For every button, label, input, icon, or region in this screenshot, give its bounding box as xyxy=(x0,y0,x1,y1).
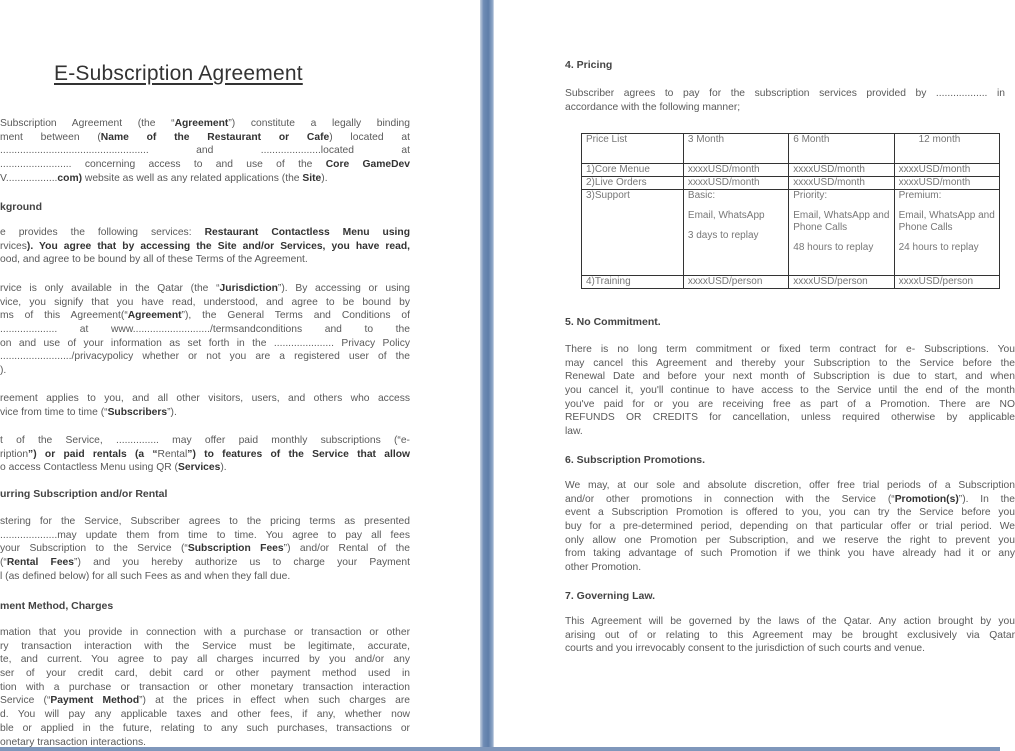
text-line xyxy=(0,323,410,337)
text-line xyxy=(0,570,410,584)
text-span: onetary transaction interactions. xyxy=(0,736,146,748)
cell-text: 3 days to replay xyxy=(687,230,759,241)
text-line xyxy=(0,296,410,310)
text-span: l (as defined below) for all such Fees as and when they fall due. xyxy=(0,570,291,582)
table-header-cell: Price List xyxy=(582,134,684,164)
text-line xyxy=(0,337,410,351)
table-header-cell: 6 Month xyxy=(789,134,894,164)
text-span: REFUNDS OR CREDITS for cancellation, unless required otherwise by applicable xyxy=(565,412,1015,424)
text-line xyxy=(0,722,410,736)
text-span: vice from time to time (“ xyxy=(0,406,108,418)
pricing-table xyxy=(581,133,1000,289)
text-line xyxy=(565,398,1015,412)
paragraph xyxy=(0,282,410,378)
table-cell: xxxxUSD/month xyxy=(894,164,999,177)
text-line xyxy=(565,629,1015,643)
text-span: ) located at xyxy=(329,131,410,143)
bold-text: Jurisdiction xyxy=(219,283,278,294)
text-span: reement applies to you, and all other visitors, users, and others who access xyxy=(0,393,410,404)
text-span: vice, you signify that you have read, understood, and agree to be bound by xyxy=(0,296,410,308)
text-span: ). xyxy=(321,172,328,184)
bold-text: Agreement xyxy=(174,118,229,129)
text-span: ment between ( xyxy=(0,131,101,143)
text-line xyxy=(0,253,410,267)
text-line xyxy=(0,529,410,543)
text-line xyxy=(0,406,410,420)
text-line xyxy=(0,144,410,158)
text-line xyxy=(565,425,1015,439)
text-line xyxy=(565,411,1015,425)
text-line xyxy=(0,448,410,462)
document-title: E-Subscription Agreement xyxy=(54,62,303,85)
text-line xyxy=(0,542,410,556)
text-span: ). xyxy=(220,462,227,474)
cell-text: Email, WhatsApp and Phone Calls xyxy=(793,210,890,233)
document-page-right xyxy=(494,0,1015,748)
text-line xyxy=(0,226,410,240)
text-span: ”) and you hereby authorize us to charge your Payment xyxy=(74,557,410,569)
table-cell xyxy=(894,190,999,276)
text-line xyxy=(0,653,410,667)
table-row xyxy=(582,164,1000,177)
text-line xyxy=(565,370,1015,384)
text-span: arising out of or relating to this Agreement may be brought exclusively via Qatar xyxy=(565,629,1015,641)
section-heading: 7. Governing Law. xyxy=(565,590,656,602)
text-span: you cancel it, you'll continue to have access to the Service until the end of the month xyxy=(565,385,1015,397)
text-span: d. You will pay any applicable taxes and other fees, if any, whether now xyxy=(0,709,410,721)
table-row xyxy=(582,190,1000,276)
table-header-row xyxy=(582,134,1000,164)
text-line xyxy=(0,240,410,254)
bold-text: Restaurant Contactless Menu using xyxy=(204,227,410,238)
text-span: o access Contactless Menu using QR ( xyxy=(0,462,178,474)
text-span: mation that you provide in connection with a purchase or transaction or other xyxy=(0,627,410,638)
text-line xyxy=(0,667,410,681)
text-line xyxy=(565,547,1015,561)
text-span: only allow one Promotion per Subscription, and we reserve the right to prevent you xyxy=(565,534,1015,546)
table-cell xyxy=(789,190,894,276)
table-cell: xxxxUSD/person xyxy=(894,276,999,289)
text-span: from taking advantage of such Promotion if we think you have already had it or any xyxy=(565,548,1015,560)
text-span: other Promotion. xyxy=(565,562,642,574)
text-span: ........................./privacypolicy whether or not you are a registered user of the xyxy=(0,351,410,363)
table-row xyxy=(582,177,1000,190)
text-line xyxy=(565,479,1015,493)
table-cell: xxxxUSD/month xyxy=(894,177,999,190)
row-label-cell: 4)Training xyxy=(582,276,684,289)
text-line xyxy=(0,309,410,323)
text-line xyxy=(565,615,1015,629)
cell-text: 24 hours to replay xyxy=(898,242,979,253)
table-cell: xxxxUSD/person xyxy=(683,276,788,289)
row-label-cell: 1)Core Menue xyxy=(582,164,684,177)
text-span: e provides the following services: xyxy=(0,227,205,238)
text-span: ”). xyxy=(167,406,177,418)
paragraph xyxy=(0,226,410,267)
text-span: ser of your credit card, debit card or other payment method used in xyxy=(0,668,410,680)
text-line xyxy=(0,158,410,172)
text-line xyxy=(565,642,1015,656)
text-line xyxy=(565,534,1015,548)
bold-text: Core GameDev xyxy=(325,159,410,171)
bold-text: ”) or paid rentals (a “ xyxy=(28,448,158,460)
text-line xyxy=(565,384,1015,398)
text-line xyxy=(0,694,410,708)
text-span: This Agreement will be governed by the laws of the Qatar. Any action brought by you xyxy=(565,616,1015,627)
paragraph xyxy=(565,615,1015,656)
text-span: ry transaction interaction with the Service must be legitimate, accurate, xyxy=(0,640,410,652)
text-line xyxy=(0,434,410,448)
table-header-cell: 12 month xyxy=(894,134,999,164)
text-line xyxy=(0,556,410,570)
text-span: ). xyxy=(0,365,7,377)
text-line xyxy=(0,515,410,529)
text-span: We may, at our sole and absolute discretion, offer free trial periods of a Subscription xyxy=(565,480,1015,491)
text-line xyxy=(0,392,410,406)
section-heading: kground xyxy=(0,201,42,213)
bold-text: Services xyxy=(177,462,221,474)
text-line xyxy=(0,350,410,364)
pricing-intro xyxy=(565,87,1005,114)
text-span: ”) constitute a legally binding xyxy=(228,118,410,129)
text-span: ......................... concerning access to and use of the xyxy=(0,159,326,171)
text-span: may cancel this Agreement and thereby your Subscription to the Service before the xyxy=(565,357,1015,369)
text-span: on and use of your information as set forth in the ..................... Privacy Policy xyxy=(0,337,410,349)
text-line xyxy=(0,626,410,640)
text-span: ”). In the xyxy=(958,493,1015,505)
text-span: Renewal Date and before your next month of Subscription is due to start, and when xyxy=(565,371,1015,383)
cell-text: Email, WhatsApp and Phone Calls xyxy=(898,210,995,233)
text-span: ”) and/or Rental of the xyxy=(283,543,410,555)
text-span: V.................. xyxy=(0,172,58,184)
table-cell: xxxxUSD/person xyxy=(789,276,894,289)
text-span: .................... at www.........................../termsandconditions and to the xyxy=(0,324,410,336)
table-cell: xxxxUSD/month xyxy=(789,177,894,190)
text-span: ms of this Agreement(“ xyxy=(0,310,128,322)
bold-text: com) xyxy=(57,172,83,184)
bold-text: Rental Fees xyxy=(6,557,75,569)
cell-text: Email, WhatsApp xyxy=(687,210,765,221)
table-cell xyxy=(683,190,788,276)
text-line xyxy=(565,87,1005,101)
paragraph xyxy=(565,343,1015,439)
paragraph xyxy=(565,479,1015,575)
text-line xyxy=(565,493,1015,507)
bold-text: Agreement xyxy=(127,310,182,322)
paragraph xyxy=(0,117,410,185)
text-span: courts and you irrevocably consent to the jurisdiction of such courts and venue. xyxy=(565,643,926,655)
text-span: te, and current. You agree to pay all charges incurred by you and/or any xyxy=(0,654,410,666)
text-span: ood, and agree to be bound by all of these Terms of the Agreement. xyxy=(0,254,308,266)
bold-text: Promotion(s) xyxy=(894,493,959,505)
text-span: and/or other promotions in connection with the Service (“ xyxy=(565,493,895,505)
cell-text: Priority: xyxy=(793,190,828,201)
text-line xyxy=(0,172,410,186)
text-span: There is no long term commitment or fixed term contract for e- Subscriptions. You xyxy=(565,344,1015,355)
text-span: ....................may update them from time to time. You agree to pay all fees xyxy=(0,529,410,541)
bold-text: Site xyxy=(302,172,322,184)
row-label-cell: 2)Live Orders xyxy=(582,177,684,190)
table-row xyxy=(582,276,1000,289)
text-span: Rental xyxy=(157,448,188,460)
cell-text: Basic: xyxy=(687,190,716,201)
paragraph xyxy=(0,515,410,583)
cell-text: Premium: xyxy=(898,190,942,201)
text-span: ”), the General Terms and Conditions of xyxy=(181,310,410,322)
text-span: ”) at the prices in effect when such charges are xyxy=(139,695,410,707)
text-span: (“ xyxy=(0,557,7,569)
table-cell: xxxxUSD/month xyxy=(683,164,788,177)
text-span: .................................................... and .....................located at xyxy=(0,145,410,157)
text-line xyxy=(0,131,410,145)
window-bottom-edge xyxy=(0,747,1000,751)
section-heading-pricing: 4. Pricing xyxy=(565,59,613,71)
text-span: rvice is only available in the Qatar (the “ xyxy=(0,283,220,294)
section-heading: 5. No Commitment. xyxy=(565,316,661,328)
document-page-left xyxy=(0,0,480,748)
text-line xyxy=(0,461,410,475)
bold-text: Subscription Fees xyxy=(187,543,284,555)
text-span: ble or applied in the future, relating to any such purchases, transactions or xyxy=(0,722,410,734)
text-span: Subscriber agrees to pay for the subscription services provided by .................. in xyxy=(565,88,1005,99)
text-line xyxy=(565,357,1015,371)
text-line xyxy=(0,117,410,131)
text-line xyxy=(0,364,410,378)
text-span: rvices xyxy=(0,240,27,252)
text-span: Subscription Agreement (the “ xyxy=(0,118,175,129)
text-span: accordance with the following manner; xyxy=(565,101,741,113)
text-line xyxy=(0,640,410,654)
text-span: law. xyxy=(565,426,583,438)
section-heading: urring Subscription and/or Rental xyxy=(0,488,168,500)
table-header-cell: 3 Month xyxy=(683,134,788,164)
text-span: buy for a pre-determined period, depending on that particular offer or trial period. We xyxy=(565,521,1015,533)
text-span: ”). By accessing or using xyxy=(277,283,410,294)
cell-text: 48 hours to replay xyxy=(793,242,874,253)
section-heading: ment Method, Charges xyxy=(0,600,114,612)
text-span: event a Subscription Promotion is offered to you, you can try the Service before you xyxy=(565,507,1015,519)
text-span: your Subscription to the Service (“ xyxy=(0,543,188,555)
text-span: stering for the Service, Subscriber agrees to the pricing terms as presented xyxy=(0,516,410,527)
text-span: you've paid for or you are receiving free as part of a Promotion. There are NO xyxy=(565,398,1015,410)
text-line xyxy=(0,282,410,296)
text-span: ription xyxy=(0,448,29,460)
text-span: t of the Service, ............... may offer paid monthly subscriptions (“e- xyxy=(0,435,410,446)
bold-text: Payment Method xyxy=(50,695,140,707)
page-divider xyxy=(480,0,494,751)
text-span: tion with a purchase or transaction or other monetary transaction interaction xyxy=(0,681,410,693)
text-line xyxy=(0,708,410,722)
text-line xyxy=(565,506,1015,520)
row-label-cell: 3)Support xyxy=(582,190,684,276)
bold-text: ”) to features of the Service that allow xyxy=(187,448,410,460)
paragraph xyxy=(0,392,410,419)
bold-text: Subscribers xyxy=(107,406,168,418)
text-line xyxy=(0,681,410,695)
text-line xyxy=(565,520,1015,534)
text-line xyxy=(565,561,1015,575)
text-span: Service (“ xyxy=(0,695,51,707)
bold-text: ). You agree that by accessing the Site and/or Services, you have read, xyxy=(26,240,410,252)
text-line xyxy=(565,101,1005,115)
table-cell: xxxxUSD/month xyxy=(789,164,894,177)
paragraph xyxy=(0,626,410,749)
section-heading: 6. Subscription Promotions. xyxy=(565,454,706,466)
text-span: website as well as any related applications (the xyxy=(82,172,303,184)
bold-text: Name of the Restaurant or Cafe xyxy=(100,131,330,143)
table-cell: xxxxUSD/month xyxy=(683,177,788,190)
paragraph xyxy=(0,434,410,475)
text-line xyxy=(565,343,1015,357)
